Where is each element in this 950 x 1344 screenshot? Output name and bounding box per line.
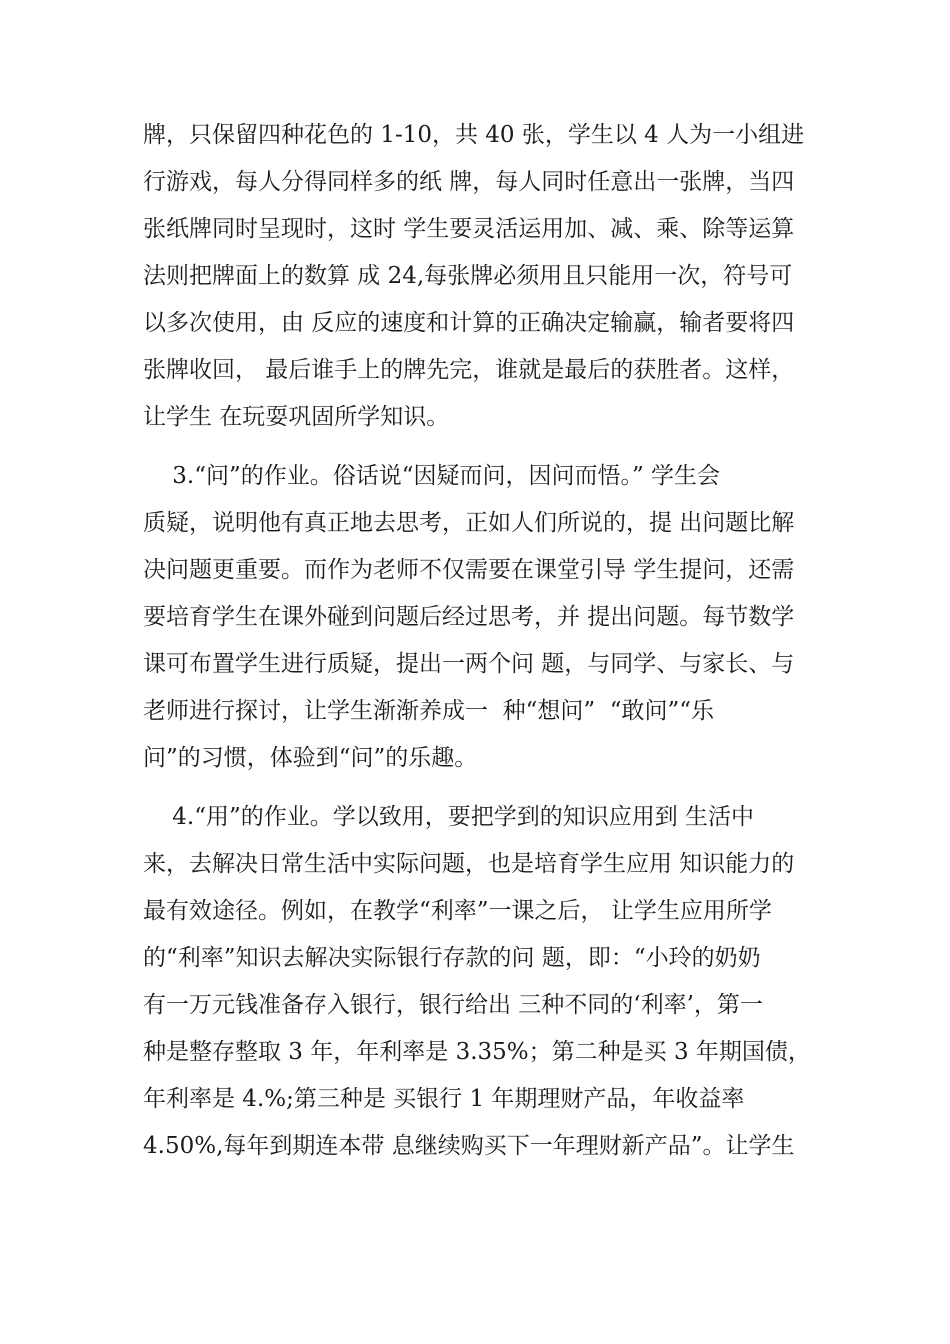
- text-line: 最有效途径。例如，在教学“利率”一课之后， 让学生应用所学: [143, 898, 772, 924]
- text-line: 课可布置学生进行质疑，提出一两个问 题，与同学、与家长、与: [143, 651, 795, 677]
- text-line: 年利率是 4.%;第三种是 买银行 1 年期理财产品，年收益率: [143, 1086, 745, 1112]
- paragraph-card-game: [143, 112, 833, 441]
- text-line: 4.50%,每年到期连本带 息继续购买下一年理财新产品”。让学生: [143, 1133, 795, 1159]
- text-line: 决问题更重要。而作为老师不仅需要在课堂引导 学生提问，还需: [143, 557, 795, 583]
- text-line: 来，去解决日常生活中实际问题，也是培育学生应用 知识能力的: [143, 851, 795, 877]
- text-line: 3.“问”的作业。俗话说“因疑而问，因问而悟。” 学生会: [143, 463, 721, 489]
- text-line: 让学生 在玩耍巩固所学知识。: [143, 404, 450, 430]
- text-line: 种是整存整取 3 年，年利率是 3.35%；第二种是买 3 年期国债，: [143, 1039, 811, 1065]
- text-line: 4.“用”的作业。学以致用，要把学到的知识应用到 生活中: [143, 804, 755, 830]
- paragraph-use-homework: [143, 794, 833, 1170]
- text-line: 行游戏，每人分得同样多的纸 牌，每人同时任意出一张牌，当四: [143, 169, 795, 195]
- paragraph-spacing: [143, 782, 833, 794]
- text-line: 以多次使用，由 反应的速度和计算的正确决定输赢，输者要将四: [143, 310, 795, 336]
- text-line: 张纸牌同时呈现时，这时 学生要灵活运用加、减、乘、除等运算: [143, 216, 795, 242]
- text-line: 牌，只保留四种花色的 1-10，共 40 张，学生以 4 人为一小组进: [143, 122, 805, 148]
- text-line: 法则把牌面上的数算 成 24,每张牌必须用且只能用一次，符号可: [143, 263, 793, 289]
- text-line: 问”的习惯，体验到“问”的乐趣。: [143, 745, 478, 771]
- text-line: 老师进行探讨，让学生渐渐养成一 种“想问” “敢问”“乐: [143, 698, 715, 724]
- text-line: 质疑，说明他有真正地去思考，正如人们所说的，提 出问题比解: [143, 510, 795, 536]
- text-line: 张牌收回， 最后谁手上的牌先完，谁就是最后的获胜者。这样，: [143, 357, 795, 383]
- paragraph-ask-homework: [143, 453, 833, 782]
- text-line: 要培育学生在课外碰到问题后经过思考，并 提出问题。每节数学: [143, 604, 795, 630]
- paragraph-spacing: [143, 441, 833, 453]
- text-line: 有一万元钱准备存入银行，银行给出 三种不同的‘利率’，第一: [143, 992, 763, 1018]
- body-text: [143, 112, 833, 1170]
- text-line: 的“利率”知识去解决实际银行存款的问 题，即：“小玲的奶奶: [143, 945, 761, 971]
